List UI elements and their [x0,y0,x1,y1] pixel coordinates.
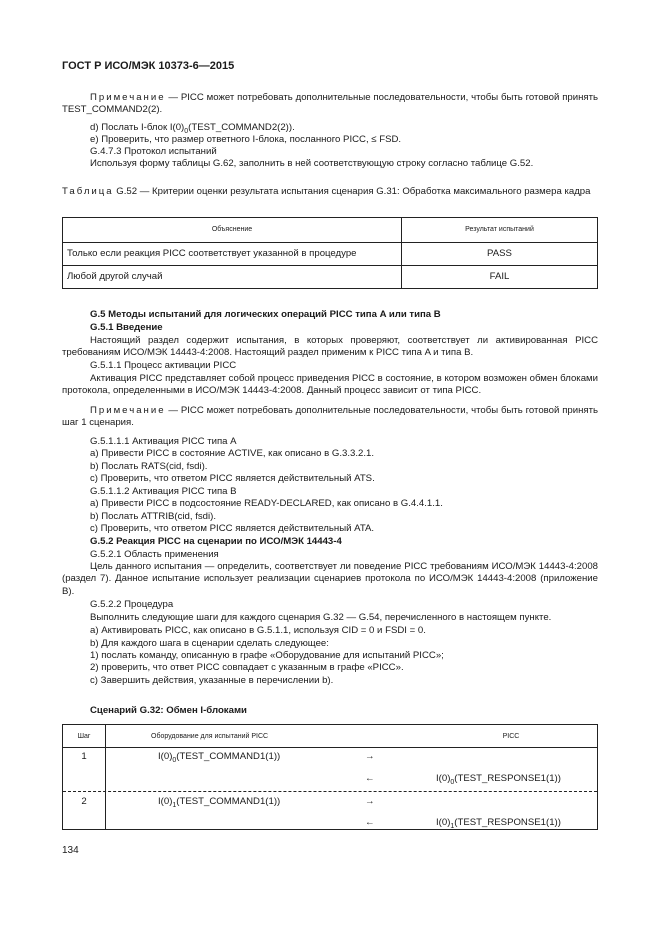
table-cell: Только если реакция PICC соответствует указанной в процедуре [63,243,402,266]
arrow-left-icon: ← [365,817,375,828]
note-label: Примечание [90,92,166,103]
picc-response: $I(0)_0(TEST\_RESPONSE1(1))$ [436,773,561,786]
section-g51: G.5.1 Введение [90,322,163,333]
section-g52: G.5.2 Реакция PICC на сценарии по ИСО/МЭК 14443-4 [90,536,342,547]
table-header: Объяснение [63,218,402,243]
table-g32 [62,724,598,830]
table-52-caption [62,186,598,198]
section-g473-text: Используя форму таблицы G.62, заполнить в ней соответствующую строку согласно таблице G.52. [90,158,534,169]
table-header: Оборудование для испытаний PICC [151,733,269,740]
table-header: PICC [502,733,520,740]
table-cell: FAIL [402,266,598,289]
table-label: Таблица [62,186,114,197]
step-number: 2 [81,796,87,807]
section-g51-text: Настоящий раздел содержит испытания, в которых проверяют, соответствует ли активированная PICC требованиям ИСО/МЭК 14443-4:2008. Настоящий раздел применим к PICC типа A и типа B. [62,335,598,359]
section-g5111: G.5.1.1.1 Активация PICC типа A [90,436,237,447]
section-g521: G.5.2.1 Область применения [90,549,219,560]
arrow-left-icon: ← [365,773,375,784]
list-item-a1: a) Привести PICC в состояние ACTIVE, как описано в G.3.3.2.1. [90,448,374,459]
section-g522-text: Выполнить следующие шаги для каждого сценария G.32 — G.54, перечисленного в настоящем пункте. [90,612,552,623]
list-item-c2: c) Проверить, что ответом PICC является действительный ATA. [90,523,375,534]
page-number: 134 [62,845,79,856]
list-item-a2: a) Привести PICC в подсостояние READY-DECLARED, как описано в G.4.4.1.1. [90,498,443,509]
section-g511: G.5.1.1 Процесс активации PICC [90,360,237,371]
section-g5: G.5 Методы испытаний для логических операций PICC типа A или типа B [90,309,441,320]
table-cell: Любой другой случай [63,266,402,289]
test-command: $I(0)_0(TEST\_COMMAND1(1))$ [158,751,281,764]
document-header: ГОСТ Р ИСО/МЭК 10373-6—2015 [62,60,235,72]
section-g521-text: Цель данного испытания — определить, соответствует ли поведение PICC требованиям ИСО/МЭК 14443-4:2008 (раздел 7). Данное испытание использует реализации сценариев протокола по ИСО/МЭК 14443-4:2008 (приложение B). [62,561,598,597]
scenario-title: Сценарий G.32: Обмен I-блоками [90,705,247,716]
arrow-right-icon: → [365,751,375,762]
note-text: — PICC может потребовать дополнительные последовательности, чтобы быть готовой принять TEST_COMMAND2(2). [62,92,598,116]
table-row [63,243,598,266]
table-cell: PASS [402,243,598,266]
step-2: 2) проверить, что ответ PICC совпадает с указанным в графе «PICC». [90,662,404,673]
step-1: 1) послать команду, описанную в графе «Оборудование для испытаний PICC»; [90,650,444,661]
list-item-d: d) Послать I-блок $I(0)_0(TEST\_COMMAND2(2))$. [90,122,295,135]
table-header: Шаг [77,733,91,740]
table-row [63,266,598,289]
list-item-b1: b) Послать RATS(cid, fsdi). [90,461,208,472]
note-label: Примечание [90,405,166,416]
note-2 [62,405,598,430]
column-divider [105,725,106,829]
arrow-right-icon: → [365,796,375,807]
section-g522: G.5.2.2 Процедура [90,599,174,610]
step-a: a) Активировать PICC, как описано в G.5.1.1, используя CID = 0 и FSDI = 0. [90,625,426,636]
step-number: 1 [81,751,87,762]
section-g473: G.4.7.3 Протокол испытаний [90,146,217,157]
list-item-c1: c) Проверить, что ответом PICC является действительный ATS. [90,473,375,484]
list-item-b2: b) Послать ATTRIB(cid, fsdi). [90,511,216,522]
test-command: $I(0)_1(TEST\_COMMAND1(1))$ [158,796,281,809]
note-text: — PICC может потребовать дополнительные последовательности, чтобы быть готовой принять шаг 1 сценария. [62,405,598,429]
note-1 [62,92,598,117]
row-separator [63,791,597,792]
table-52 [62,217,598,289]
section-g5112: G.5.1.1.2 Активация PICC типа B [90,486,237,497]
step-c: c) Завершить действия, указанные в перечислении b). [90,675,334,686]
picc-response: $I(0)_1(TEST\_RESPONSE1(1))$ [436,817,561,830]
table-header-row [63,725,597,748]
step-b: b) Для каждого шага в сценарии сделать следующее: [90,638,329,649]
table-title: G.52 — Критерии оценки результата испытания сценария G.31: Обработка максимального размера кадра [113,186,591,197]
table-header: Результат испытаний [402,218,598,243]
list-item-e: e) Проверить, что размер ответного I-блока, посланного PICC, ≤ FSD. [90,134,402,145]
section-g511-text: Активация PICC представляет собой процесс приведения PICC в состояние, в котором возможен обмен блоками протокола, определенными в ИСО/МЭК 14443-4:2008. Данный процесс зависит от типа PICC. [62,373,598,397]
